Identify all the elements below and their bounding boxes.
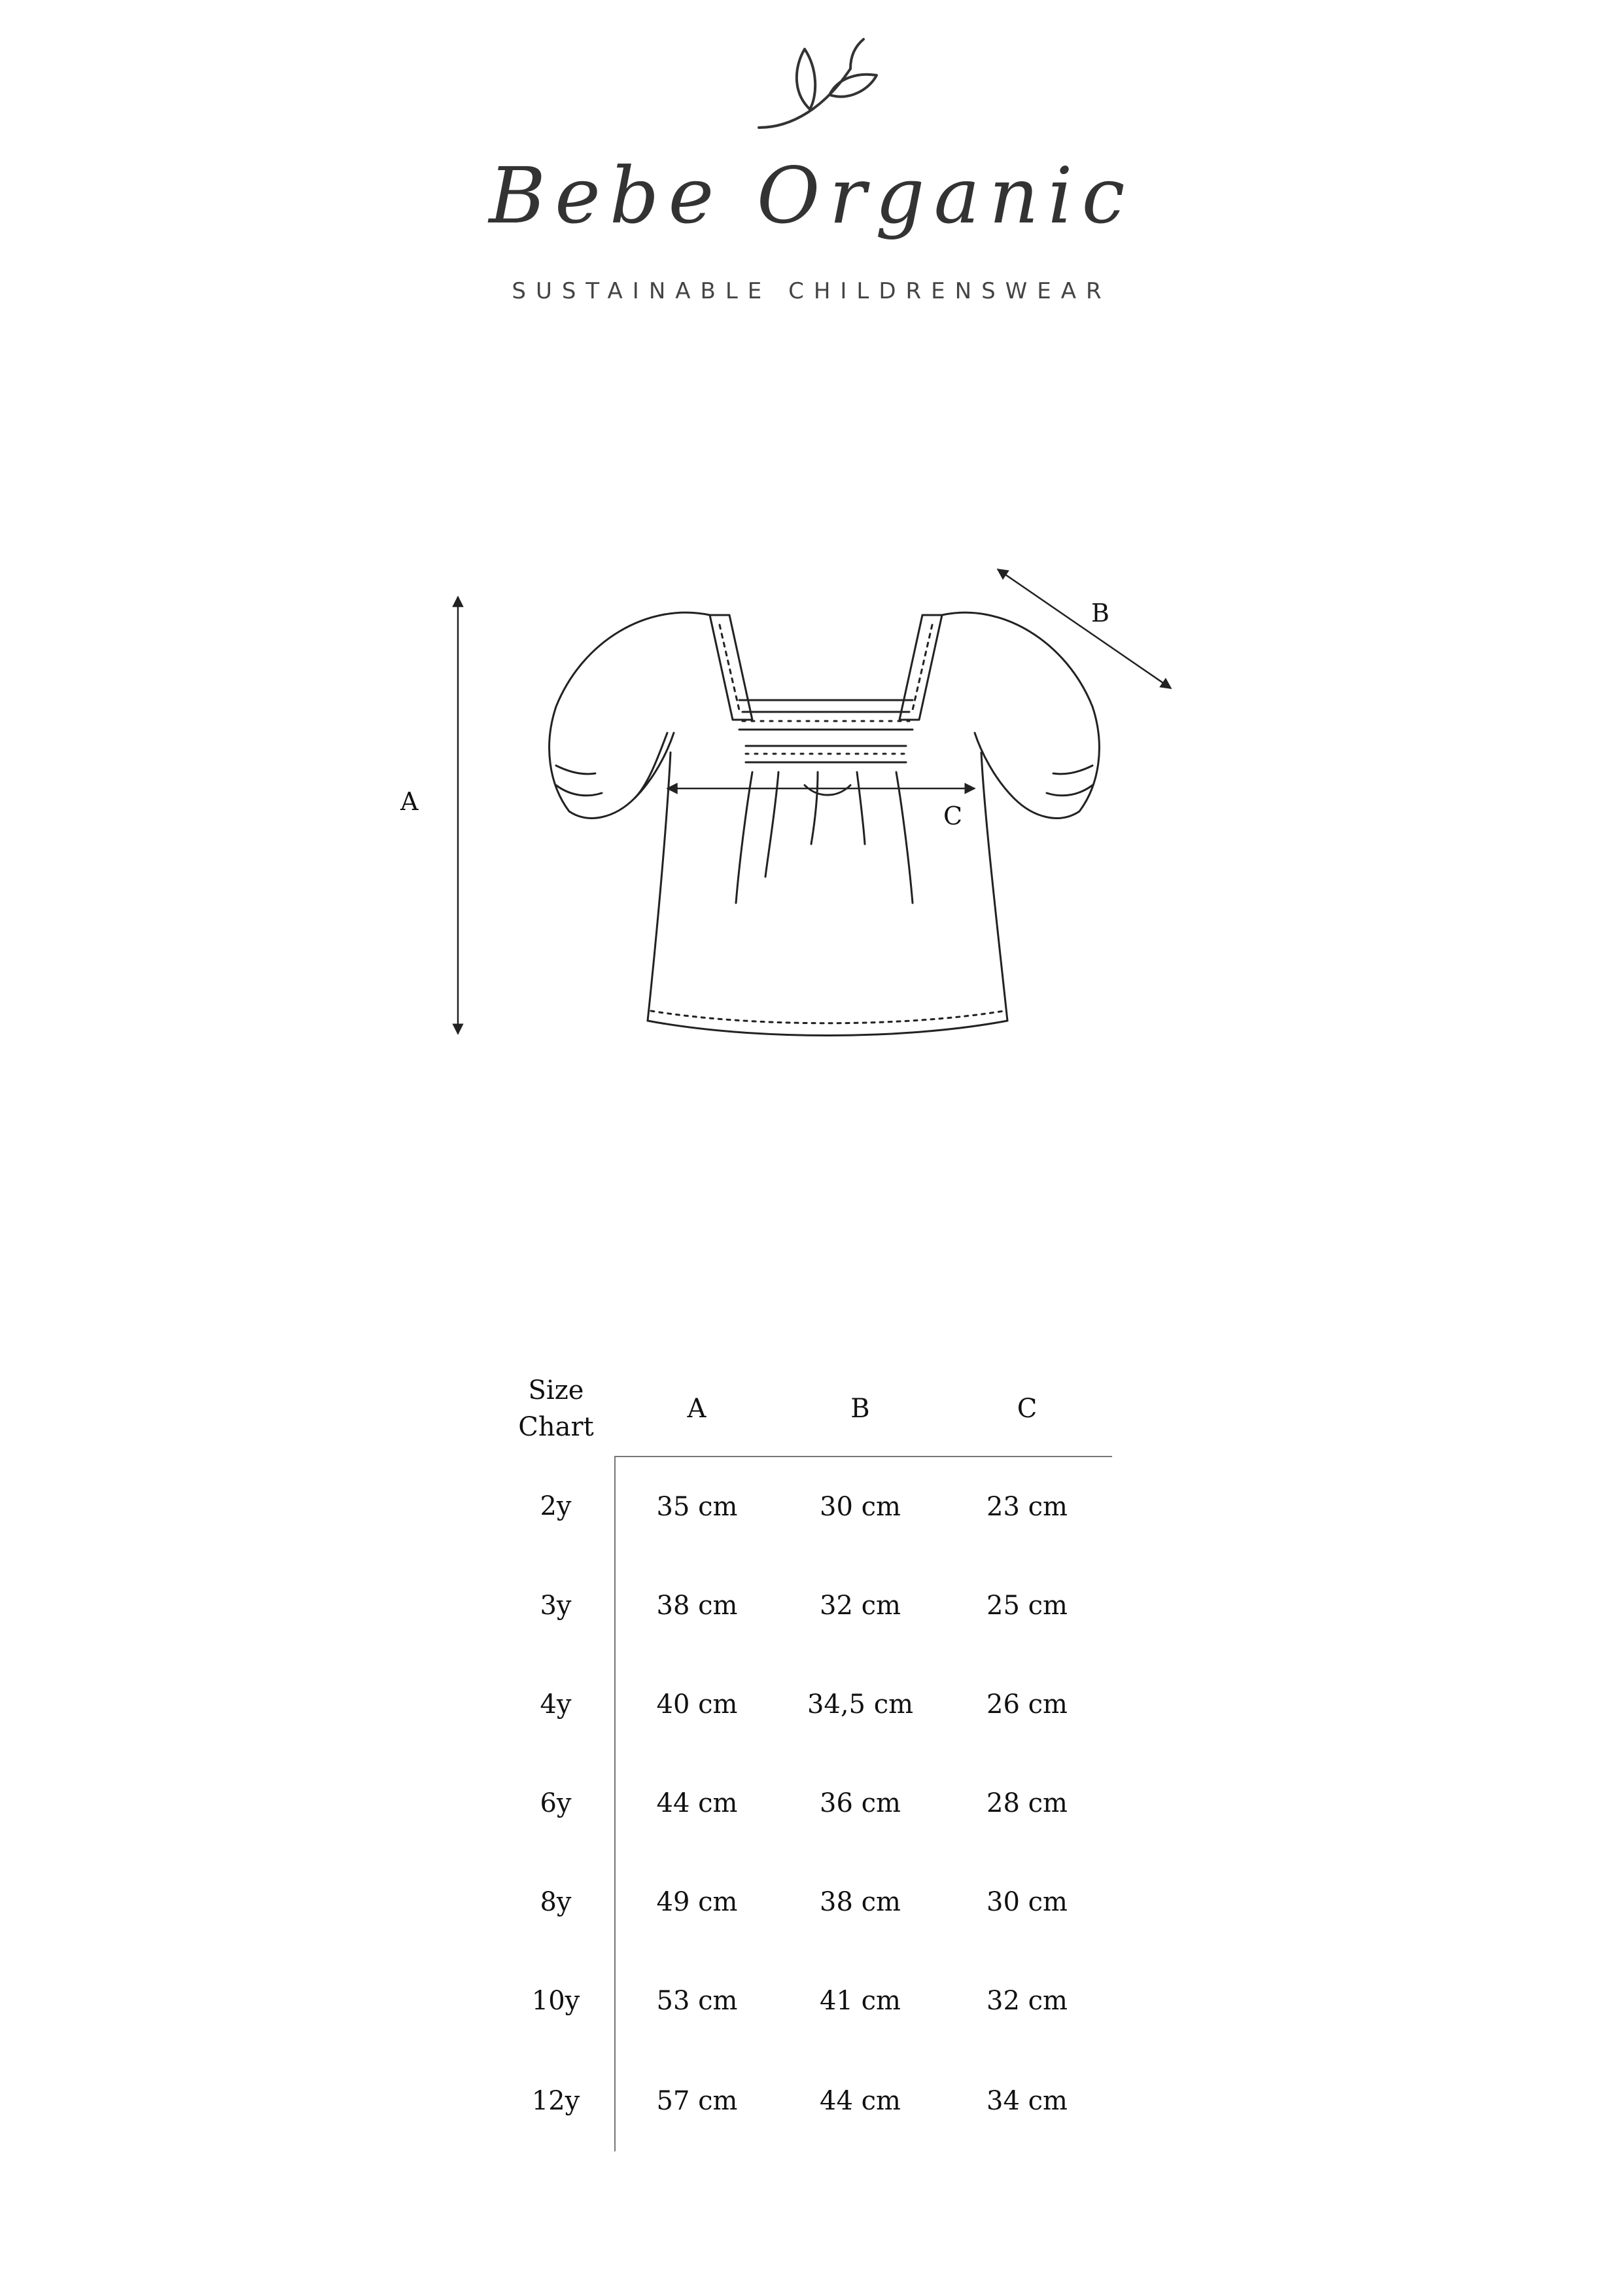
measure-a-cell: 40 cm [615,1655,778,1754]
measure-a-cell: 57 cm [615,2050,778,2151]
measure-a-cell: 35 cm [615,1457,778,1556]
measure-b-cell: 44 cm [820,2085,901,2116]
measure-a-cell: 49 cm [615,1852,778,1951]
size-chart-table [497,1361,1112,2151]
measure-c-cell: 25 cm [986,1590,1068,1621]
size-chart-header-row [497,1361,1112,1457]
dimension-label-a: A [400,787,419,816]
measure-c-cell: 28 cm [986,1788,1068,1818]
table-row [497,1754,1112,1852]
measure-b-cell: 30 cm [820,1491,901,1522]
size-cell: 10y [531,1985,580,2016]
column-header-c: C [942,1361,1112,1457]
garment-sketch [360,537,1276,1099]
puff-sleeve-top-icon [550,612,1100,1035]
brand-tagline: SUSTAINABLE CHILDRENSWEAR [512,278,1111,304]
table-row [497,1457,1112,1556]
measure-c-cell: 30 cm [986,1886,1068,1917]
measure-b-cell: 32 cm [820,1590,901,1621]
table-row [497,1556,1112,1655]
leaf-sprig-icon [752,29,883,141]
measure-c-cell: 23 cm [986,1491,1068,1522]
measure-c-cell: 26 cm [986,1689,1068,1720]
measure-a-cell: 53 cm [615,1951,778,2050]
measure-b-cell: 34,5 cm [807,1689,914,1720]
measure-a-cell: 44 cm [615,1754,778,1852]
measure-b-cell: 38 cm [820,1886,901,1917]
measure-c-cell: 32 cm [986,1985,1068,2016]
brand-name: Bebe Organic [489,150,1134,241]
table-row [497,1655,1112,1754]
measure-c-cell: 34 cm [986,2085,1068,2116]
table-row [497,1951,1112,2050]
size-cell: 3y [540,1590,572,1621]
measure-a-cell: 38 cm [615,1556,778,1655]
size-cell: 12y [531,2085,580,2116]
column-header-a: A [615,1361,778,1457]
size-chart-title-line1: Size [528,1375,584,1405]
measure-b-cell: 41 cm [820,1985,901,2016]
measure-b-cell: 36 cm [820,1788,901,1818]
dimension-label-b: B [1091,599,1109,627]
size-cell: 6y [540,1788,572,1818]
dimension-label-c: C [943,802,963,830]
size-chart-title-line2: Chart [518,1412,594,1442]
brand-header [0,0,1623,340]
size-chart-corner [497,1361,615,1457]
table-row [497,2050,1112,2151]
size-cell: 2y [540,1491,572,1521]
size-cell: 8y [540,1886,572,1917]
size-cell: 4y [540,1689,572,1720]
table-row [497,1852,1112,1951]
column-header-b: B [778,1361,942,1457]
